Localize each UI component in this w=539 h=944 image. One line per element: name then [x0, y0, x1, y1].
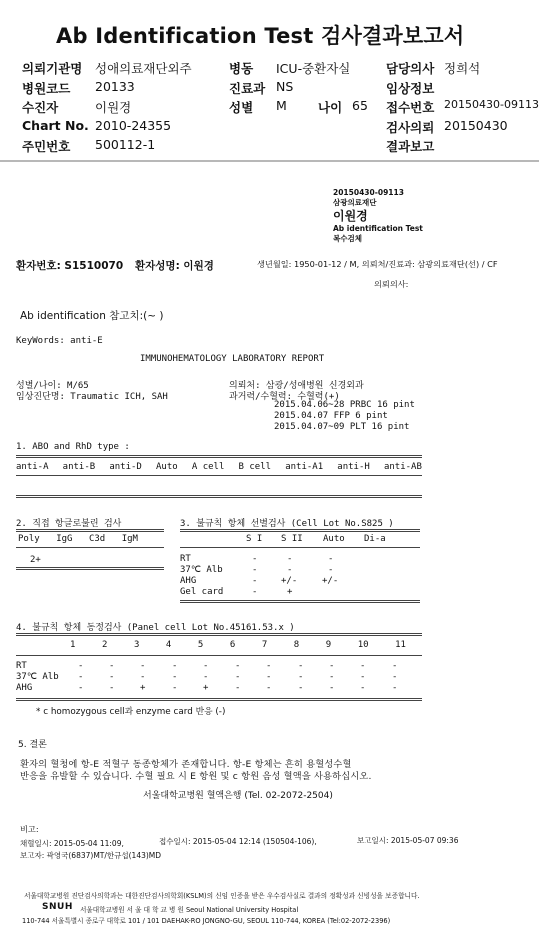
- panel-col: 2: [101, 640, 108, 650]
- remarks-label: 비고:: [20, 824, 39, 834]
- panel-cell: -: [140, 672, 146, 682]
- patient-label: 수진자: [22, 100, 59, 115]
- accreditation-statement: 서울대학교병원 진단검사의학과는 대한진단검사의학회(KSLM)의 신임 인증을 받은 우수검사실로 결과의 정확성과 신빙성을 보증합니다.: [24, 892, 420, 900]
- screen-row-label: 37℃ Alb: [180, 565, 223, 575]
- screen-row-label: Gel card: [180, 587, 224, 597]
- panel-cell: +: [203, 683, 209, 693]
- resident-no-value: 500112-1: [95, 137, 156, 152]
- reporter: 보고자: 곽영국(6837)MT/한규섭(143)MD: [20, 851, 162, 860]
- report-time: 보고일시: 2015-05-07 09:36: [357, 836, 459, 845]
- panel-cell: -: [109, 661, 115, 671]
- transfusion-1: 2015.04.06~28 PRBC 16 pint: [274, 400, 415, 410]
- screen-col-dia: Di-a: [364, 534, 386, 544]
- panel-cell: -: [78, 672, 84, 682]
- panel-cell: +: [140, 683, 146, 693]
- clinical-info-label: 임상정보: [386, 81, 435, 96]
- panel-cell: -: [266, 672, 272, 682]
- doctor-value: 정희석: [444, 61, 481, 76]
- sex-value: M: [276, 98, 287, 113]
- col-anti-h: anti-H: [337, 462, 370, 472]
- panel-columns: [70, 640, 406, 650]
- screen-cell: -: [287, 565, 293, 575]
- section3-rule-mid: [180, 547, 420, 548]
- panel-cell: -: [140, 661, 146, 671]
- age-value: 65: [352, 98, 368, 113]
- age-label: 나이: [318, 100, 343, 115]
- keywords: KeyWords: anti-E: [16, 336, 103, 346]
- screen-cell: -: [252, 576, 258, 586]
- clinical-diagnosis: 임상진단명: Traumatic ICH, SAH: [16, 392, 168, 402]
- section1-rule-bottom: [16, 495, 422, 498]
- panel-col: 6: [229, 640, 236, 650]
- patient-details: 생년월일: 1950-01-12 / M, 의뢰처/진료과: 삼광의료재단(선) / CF: [257, 259, 498, 269]
- panel-cell: -: [392, 661, 398, 671]
- panel-cell: -: [109, 683, 115, 693]
- requesting-physician: 의뢰의사:: [374, 279, 409, 289]
- col-igm: IgM: [121, 534, 138, 544]
- panel-col: 4: [165, 640, 172, 650]
- screen-cell: -: [328, 565, 334, 575]
- panel-cell: -: [78, 683, 84, 693]
- resident-no-label: 주민번호: [22, 139, 71, 154]
- sticker-test: Ab identification Test: [333, 224, 423, 233]
- transfusion-history: 과거력/수혈력: 수혈력(+): [229, 392, 340, 402]
- panel-cell: -: [298, 683, 304, 693]
- screen-row-label: AHG: [180, 576, 197, 586]
- scanned-report: [0, 168, 539, 944]
- panel-cell: -: [78, 661, 84, 671]
- screen-cell: +/-: [322, 576, 339, 586]
- panel-cell: -: [329, 661, 335, 671]
- panel-col: 1: [70, 640, 76, 650]
- screen-cell: -: [287, 554, 293, 564]
- sticker-receipt-no: 20150430-09113: [333, 188, 404, 197]
- col-anti-b: anti-B: [62, 462, 96, 472]
- col-c3d: C3d: [88, 534, 106, 544]
- hospital-code-label: 병원코드: [22, 81, 71, 96]
- section2-rule-bottom: [16, 567, 164, 570]
- col-poly: Poly: [18, 534, 40, 544]
- panel-col: 8: [293, 640, 300, 650]
- screen-col-auto: Auto: [323, 534, 345, 544]
- hospital-address: 110-744 서울특별시 종로구 대학로 101 / 101 DAEHAK-RO JONGNO-GU, SEOUL 110-744, KOREA (Tel:02-2072-2396): [22, 917, 391, 925]
- request-date-label: 검사의뢰: [386, 120, 435, 135]
- panel-cell: -: [329, 683, 335, 693]
- panel-cell: -: [360, 683, 366, 693]
- screen-cell: -: [252, 554, 258, 564]
- header-divider: [0, 160, 539, 162]
- col-anti-d: anti-D: [109, 462, 142, 472]
- dept-value: NS: [276, 79, 294, 94]
- patient-value: 이원경: [95, 100, 132, 115]
- panel-cell: -: [266, 683, 272, 693]
- panel-col: 11: [395, 640, 406, 650]
- panel-col: 9: [325, 640, 332, 650]
- poly-result: 2+: [30, 555, 41, 565]
- doctor-label: 담당의사: [386, 61, 435, 76]
- section4-rule-mid: [16, 655, 422, 656]
- section4-rule-top: [16, 633, 422, 636]
- screen-col-si: S I: [246, 534, 263, 544]
- screen-cell: +/-: [281, 576, 298, 586]
- col-auto: Auto: [156, 462, 178, 472]
- screen-row-label: RT: [180, 554, 191, 564]
- col-igg: IgG: [56, 534, 73, 544]
- panel-cell: -: [203, 661, 209, 671]
- col-b-cell: B cell: [238, 462, 272, 472]
- sticker-patient: 이원경: [333, 209, 368, 223]
- screen-cell: -: [252, 565, 258, 575]
- screen-cell: +: [287, 587, 293, 597]
- patient-number: 환자번호: S1510070: [16, 260, 124, 272]
- blood-bank-signature: 서울대학교병원 혈액은행 (Tel. 02-2072-2504): [143, 791, 333, 801]
- panel-cell: -: [172, 672, 178, 682]
- receipt-no-label: 접수번호: [386, 100, 435, 115]
- panel-cell: -: [298, 672, 304, 682]
- requesting-dept: 의뢰처: 삼광/성애병원 신경외과: [229, 381, 364, 391]
- panel-row-label: RT: [16, 661, 27, 671]
- panel-cell: -: [203, 672, 209, 682]
- section3-rule-top: [180, 529, 420, 532]
- col-anti-a: anti-A: [16, 462, 49, 472]
- panel-cell: -: [109, 672, 115, 682]
- panel-cell: -: [172, 683, 178, 693]
- receipt-time: 접수일시: 2015-05-04 12:14 (150504-106),: [159, 837, 317, 846]
- panel-note: * c homozygous cell과 enzyme card 반응 (-): [36, 707, 226, 717]
- sample-sticker: [333, 188, 423, 244]
- section1-rule-top: [16, 455, 422, 458]
- abo-columns: [16, 462, 422, 472]
- panel-cell: -: [392, 672, 398, 682]
- section1-title: 1. ABO and RhD type :: [16, 442, 130, 452]
- section2-rule-top: [16, 529, 164, 532]
- panel-col: 5: [197, 640, 204, 650]
- dept-label: 진료과: [229, 81, 266, 96]
- panel-cell: -: [298, 661, 304, 671]
- panel-cell: -: [392, 683, 398, 693]
- section1-rule-mid: [16, 475, 422, 476]
- panel-col: 3: [133, 640, 140, 650]
- report-title: IMMUNOHEMATOLOGY LABORATORY REPORT: [140, 354, 325, 364]
- transfusion-2: 2015.04.07 FFP 6 pint: [274, 411, 388, 421]
- panel-cell: -: [360, 672, 366, 682]
- chart-no-value: 2010-24355: [95, 118, 172, 133]
- sticker-specimen: 복수검체: [333, 234, 362, 243]
- panel-row-label: 37℃ Alb: [16, 672, 59, 682]
- chart-no-label: Chart No.: [22, 118, 89, 133]
- panel-cell: -: [329, 672, 335, 682]
- section5-title: 5. 결론: [18, 740, 47, 750]
- hospital-code-value: 20133: [95, 79, 135, 94]
- institution-value: 성애의료재단외주: [95, 61, 192, 76]
- patient-name: 환자성명: 이원경: [135, 260, 214, 272]
- sticker-institution: 삼광의료재단: [333, 198, 377, 207]
- col-anti-a1: anti-A1: [285, 462, 324, 472]
- screen-cell: -: [252, 587, 258, 597]
- conclusion-line1: 환자의 혈청에 항-E 적혈구 동종항체가 존재합니다. 항-E 항체는 흔히 용혈성수혈: [20, 759, 352, 770]
- panel-cell: -: [235, 661, 241, 671]
- screen-cell: -: [328, 554, 334, 564]
- page-title: Ab Identification Test 검사결과보고서: [56, 24, 465, 48]
- conclusion-line2: 반응을 유발할 수 있습니다. 수혈 필요 시 E 항원 및 c 항원 음성 혈액을 사용하십시오.: [20, 771, 372, 782]
- request-date-value: 20150430: [444, 118, 508, 133]
- section3-title: 3. 불규칙 항체 선별검사 (Cell Lot No.S825 ): [180, 519, 394, 529]
- section4-rule-bottom: [16, 698, 422, 701]
- hospital-name: 서울대학교병원 서 울 대 학 교 병 원 Seoul National University Hospital: [80, 906, 299, 914]
- dat-columns: [18, 534, 138, 544]
- ward-value: ICU-중환자실: [276, 61, 351, 76]
- section2-title: 2. 직접 항글로불린 검사: [16, 519, 122, 529]
- col-a-cell: A cell: [191, 462, 225, 472]
- panel-cell: -: [266, 661, 272, 671]
- reference-range: Ab identification 참고치:(~ ): [20, 310, 164, 322]
- panel-cell: -: [235, 672, 241, 682]
- receipt-no-value: 20150430-09113: [444, 98, 539, 111]
- screen-col-sii: S II: [281, 534, 303, 544]
- section4-title: 4. 불규칙 항체 동정검사 (Panel cell Lot No.45161.53.x ): [16, 623, 295, 633]
- panel-col: 10: [357, 640, 369, 650]
- sex-label: 성별: [229, 100, 254, 115]
- panel-cell: -: [360, 661, 366, 671]
- section2-rule-mid: [16, 547, 164, 548]
- panel-col: 7: [261, 640, 268, 650]
- snuh-logo: SNUH: [42, 902, 73, 912]
- institution-label: 의뢰기관명: [22, 61, 83, 76]
- panel-cell: -: [172, 661, 178, 671]
- sex-age: 성별/나이: M/65: [16, 381, 89, 391]
- col-anti-ab: anti-AB: [383, 462, 422, 472]
- result-report-label: 결과보고: [386, 139, 435, 154]
- section3-rule-bottom: [180, 600, 420, 603]
- ward-label: 병동: [229, 61, 254, 76]
- panel-cell: -: [235, 683, 241, 693]
- collection-time: 채혈일시: 2015-05-04 11:09,: [20, 839, 124, 848]
- panel-row-label: AHG: [16, 683, 33, 693]
- transfusion-3: 2015.04.07~09 PLT 16 pint: [274, 422, 410, 432]
